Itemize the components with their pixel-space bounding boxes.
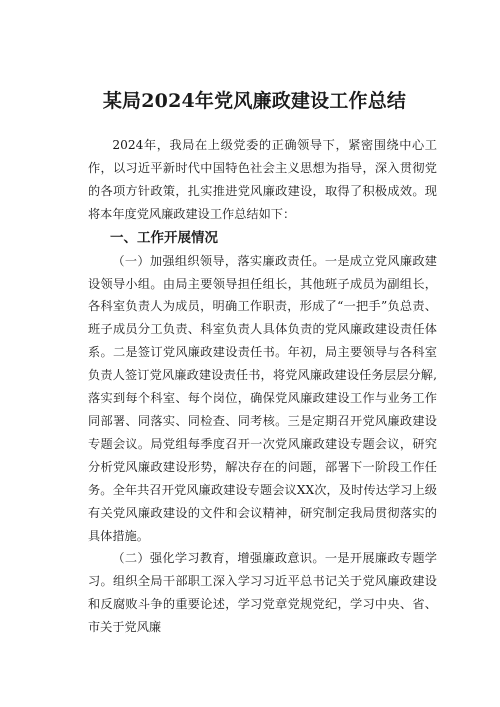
section-heading-work-status: 一、工作开展情况 xyxy=(110,229,218,246)
paragraph-organization-leadership: （一）加强组织领导，落实廉政责任。一是成立党风廉政建设领导小组。由局主要领导担任组长，其他班子成员为副组长，各科室负责人为成员，明确工作职责，形成了“一把手”负总责、班子成员分工负责、科室负责人具体负责的党风廉政建设责任体系。二是签订党风廉政建设责任书。年初，局主要领导与各科室负责人签订党风廉政建设责任书，将党风廉政建设任务层层分解,落实到每个科室、每个岗位，确保党风廉政建设工作与业务工作同部署、同落实、同检查、同考核。三是定期召开党风廉政建设专题会议。局党组每季度召开一次党风廉政建设专题会议，研究分析党风廉政建设形势，解决存在的问题，部署下一阶段工作任务。全年共召开党风廉政建设专题会议XX次，及时传达学习上级有关党风廉政建设的文件和会议精神，研究制定我局贯彻落实的具体措施。 xyxy=(88,253,437,543)
paragraph-study-education: （二）强化学习教育，增强廉政意识。一是开展廉政专题学习。组织全局干部职工深入学习习近平总书记关于党风廉政建设和反腐败斗争的重要论述，学习党章党规党纪，学习中央、省、市关于党风廉 xyxy=(88,551,437,635)
document-body xyxy=(88,134,437,639)
document-title: 某局2024年党风廉政建设工作总结 xyxy=(102,90,407,112)
intro-paragraph: 2024年，我局在上级党委的正确领导下，紧密围绕中心工作，以习近平新时代中国特色社会主义思想为指导，深入贯彻党的各项方针政策，扎实推进党风廉政建设，取得了积极成效。现将本年度党风廉政建设工作总结如下： xyxy=(88,138,437,221)
